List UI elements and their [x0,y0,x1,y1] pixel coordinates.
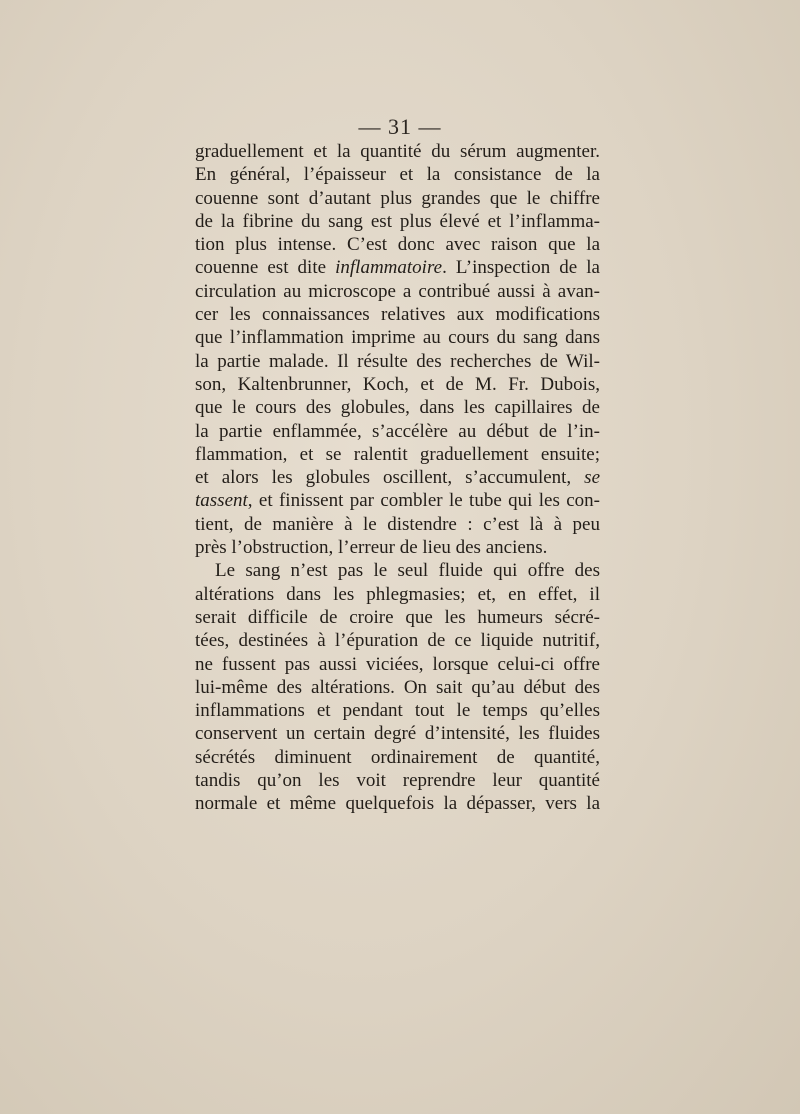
text-line: tandis qu’on les voit reprendre leur quantité [195,770,600,792]
text-line: cer les connaissances relatives aux modifications [195,304,600,326]
text-line: couenne est dite inflammatoire. L’inspection de la [195,257,600,279]
text-line: sécrétés diminuent ordinairement de quantité, [195,746,600,768]
text-line: tient, de manière à le distendre : c’est là à peu [195,513,600,535]
text-line: que le cours des globules, dans les capillaires de [195,397,600,419]
text-line: de la fibrine du sang est plus élevé et l’inflamma- [195,210,600,232]
text-line: normale et même quelquefois la dépasser, vers la [195,793,600,815]
text-line: tées, destinées à l’épuration de ce liquide nutritif, [195,630,600,652]
text-line: inflammations et pendant tout le temps qu’elles [195,700,600,722]
text-line: conservent un certain degré d’intensité, les fluides [195,723,600,745]
text-line: tion plus intense. C’est donc avec raison que la [195,234,600,256]
text-line: lui-même des altérations. On sait qu’au début des [195,676,600,698]
text-line: circulation au microscope a contribué aussi à avan- [195,280,600,302]
text-line: la partie malade. Il résulte des recherches de Wil- [195,350,600,372]
text-line: et alors les globules oscillent, s’accumulent, se [195,467,600,489]
text-line: près l’obstruction, l’erreur de lieu des anciens. [195,537,548,559]
text-line: flammation, et se ralentit graduellement ensuite; [195,443,600,465]
text-line: graduellement et la quantité du sérum augmenter. [195,141,600,162]
text-line: Le sang n’est pas le seul fluide qui offre des [215,560,600,582]
text-line: En général, l’épaisseur et la consistance de la [195,164,600,186]
text-line: serait difficile de croire que les humeurs sécré- [195,606,600,628]
text-line: ne fussent pas aussi viciées, lorsque celui-ci offre [195,653,600,675]
text-line: altérations dans les phlegmasies; et, en effet, il [195,583,600,605]
text-line: couenne sont d’autant plus grandes que le chiffre [195,187,600,209]
body-text [195,140,600,816]
text-line: la partie enflammée, s’accélère au début de l’in- [195,420,600,442]
text-line: tassent, et finissent par combler le tube qui les con- [195,490,600,512]
paragraph-2 [195,559,600,815]
text-line: que l’inflammation imprime au cours du sang dans [195,327,600,349]
paragraph-1 [195,140,600,559]
text-line: son, Kaltenbrunner, Koch, et de M. Fr. Dubois, [195,373,600,395]
page-number: — 31 — [358,114,442,139]
